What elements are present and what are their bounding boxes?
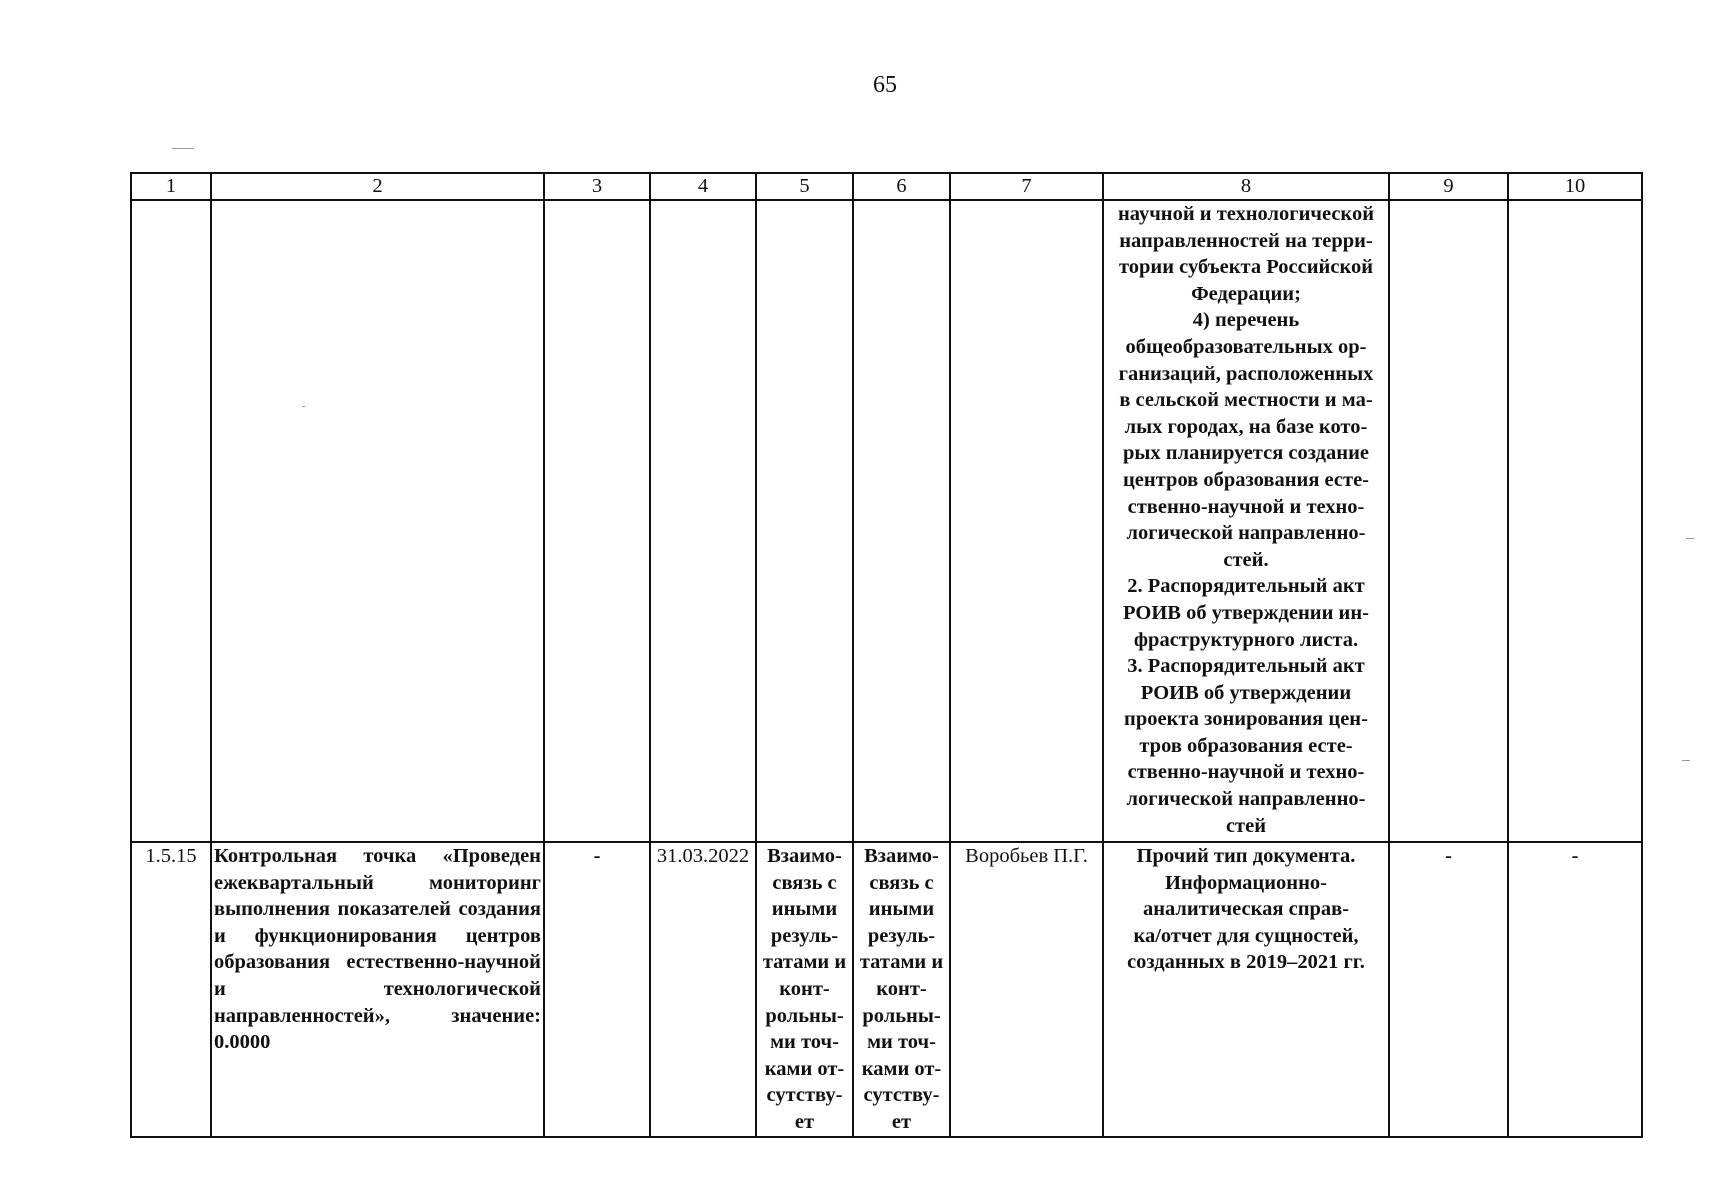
cell-control-point-description: Контрольная точка «Проведен ежеквартальный мониторинг выполнения показателей создания и функционирования центров образования естественно-научной и технологической направленностей», значение: 0.0000 [211,842,544,1137]
text-line: ками от- [764,1057,845,1080]
text-line: стей. [1223,548,1269,571]
text-line: в сельской местности и ма- [1119,389,1373,412]
text-line: резуль- [867,924,936,947]
text-line: ми точ- [770,1031,839,1054]
text-line: тории субъекта Российской [1118,256,1374,279]
table-header-row [131,173,1642,200]
text-line: резуль- [770,924,839,947]
text-line: сутству- [766,1084,843,1107]
text-line: ет [891,1110,912,1133]
header-col-6: 6 [853,173,950,200]
text-line: 2. Распорядительный акт [1127,575,1365,598]
header-col-7: 7 [950,173,1103,200]
text-line: татами и [762,951,847,974]
header-col-3: 3 [544,173,650,200]
text-line: стей [1225,814,1267,837]
text-line: конт- [779,977,830,1000]
text-line: центров образования есте- [1123,468,1369,491]
text-line: конт- [876,977,927,1000]
cell-empty [950,200,1103,842]
page-number: 65 [873,72,897,98]
cell-empty [544,200,650,842]
text-line: 3. Распорядительный акт [1127,655,1365,678]
cell-empty [211,200,544,842]
cell-empty [853,200,950,842]
text-line: татами и [859,951,944,974]
header-col-4: 4 [650,173,756,200]
header-col-1: 1 [131,173,211,200]
header-col-9: 9 [1389,173,1508,200]
text-line: рых планируется создание [1122,442,1369,465]
text-line: проекта зонирования цен- [1124,708,1368,731]
text-line: связь с [869,871,934,894]
cell-empty [131,200,211,842]
text-line: иными [771,898,838,921]
text-line: ет [794,1110,815,1133]
scan-mark [1686,538,1694,539]
cell-responsible-person: Воробьев П.Г. [950,842,1103,1137]
text-line: аналитическая справ- [1142,898,1350,921]
text-line: логической направленно- [1126,522,1366,545]
text-line: ственно-научной и техно- [1127,761,1365,784]
text-line: ка/отчет для сущностей, [1133,924,1359,947]
cell-empty [1508,200,1642,842]
text-line: тров образования есте- [1139,734,1353,757]
text-line: логической направленно- [1126,788,1366,811]
cell-empty [650,200,756,842]
text-line: Взаимо- [864,845,939,867]
cell-relations-col5 [756,842,853,1137]
header-col-2: 2 [211,173,544,200]
text-line: 4) перечень [1192,309,1300,332]
header-col-5: 5 [756,173,853,200]
text-line: Взаимо- [767,845,842,867]
table-row-1-5-15 [131,842,1642,1137]
text-line: Информационно- [1165,871,1327,894]
text-line: направленностей на терри- [1119,229,1373,252]
text-line: Прочий тип документа. [1136,845,1356,867]
cell-col9-value: - [1389,842,1508,1137]
text-line: РОИВ об утверждении ин- [1123,601,1369,624]
text-line: ственно-научной и техно- [1127,495,1365,518]
text-line: Федерации; [1191,282,1301,305]
cell-document-type [1103,842,1389,1137]
cell-item-number: 1.5.15 [131,842,211,1137]
cell-col3-value: - [544,842,650,1137]
cell-empty [756,200,853,842]
text-line: рольны- [862,1004,941,1027]
text-line: ганизаций, расположенных [1118,362,1374,385]
header-col-10: 10 [1508,173,1642,200]
text-line: иными [868,898,935,921]
text-line: ми точ- [867,1031,936,1054]
text-line: связь с [772,871,837,894]
scan-mark [1682,760,1690,761]
text-line: сутству- [863,1084,940,1107]
text-line: лых городах, на базе кото- [1124,415,1368,438]
plan-table [130,172,1643,1138]
text-line: фраструктурного листа. [1133,628,1359,651]
text-line: ками от- [861,1057,942,1080]
text-line: рольны- [765,1004,844,1027]
text-line: общеобразовательных ор- [1125,335,1367,358]
text-line: РОИВ об утверждении [1140,681,1352,704]
scan-mark [302,406,305,407]
cell-empty [1389,200,1508,842]
cell-documents-continued [1103,200,1389,842]
table-row-continuation [131,200,1642,842]
header-col-8: 8 [1103,173,1389,200]
cell-deadline-date: 31.03.2022 [650,842,756,1137]
scan-mark [172,148,194,149]
cell-col10-value: - [1508,842,1642,1137]
text-line: созданных в 2019–2021 гг. [1127,951,1365,974]
text-line: научной и технологической [1117,203,1375,225]
cell-relations-col6 [853,842,950,1137]
